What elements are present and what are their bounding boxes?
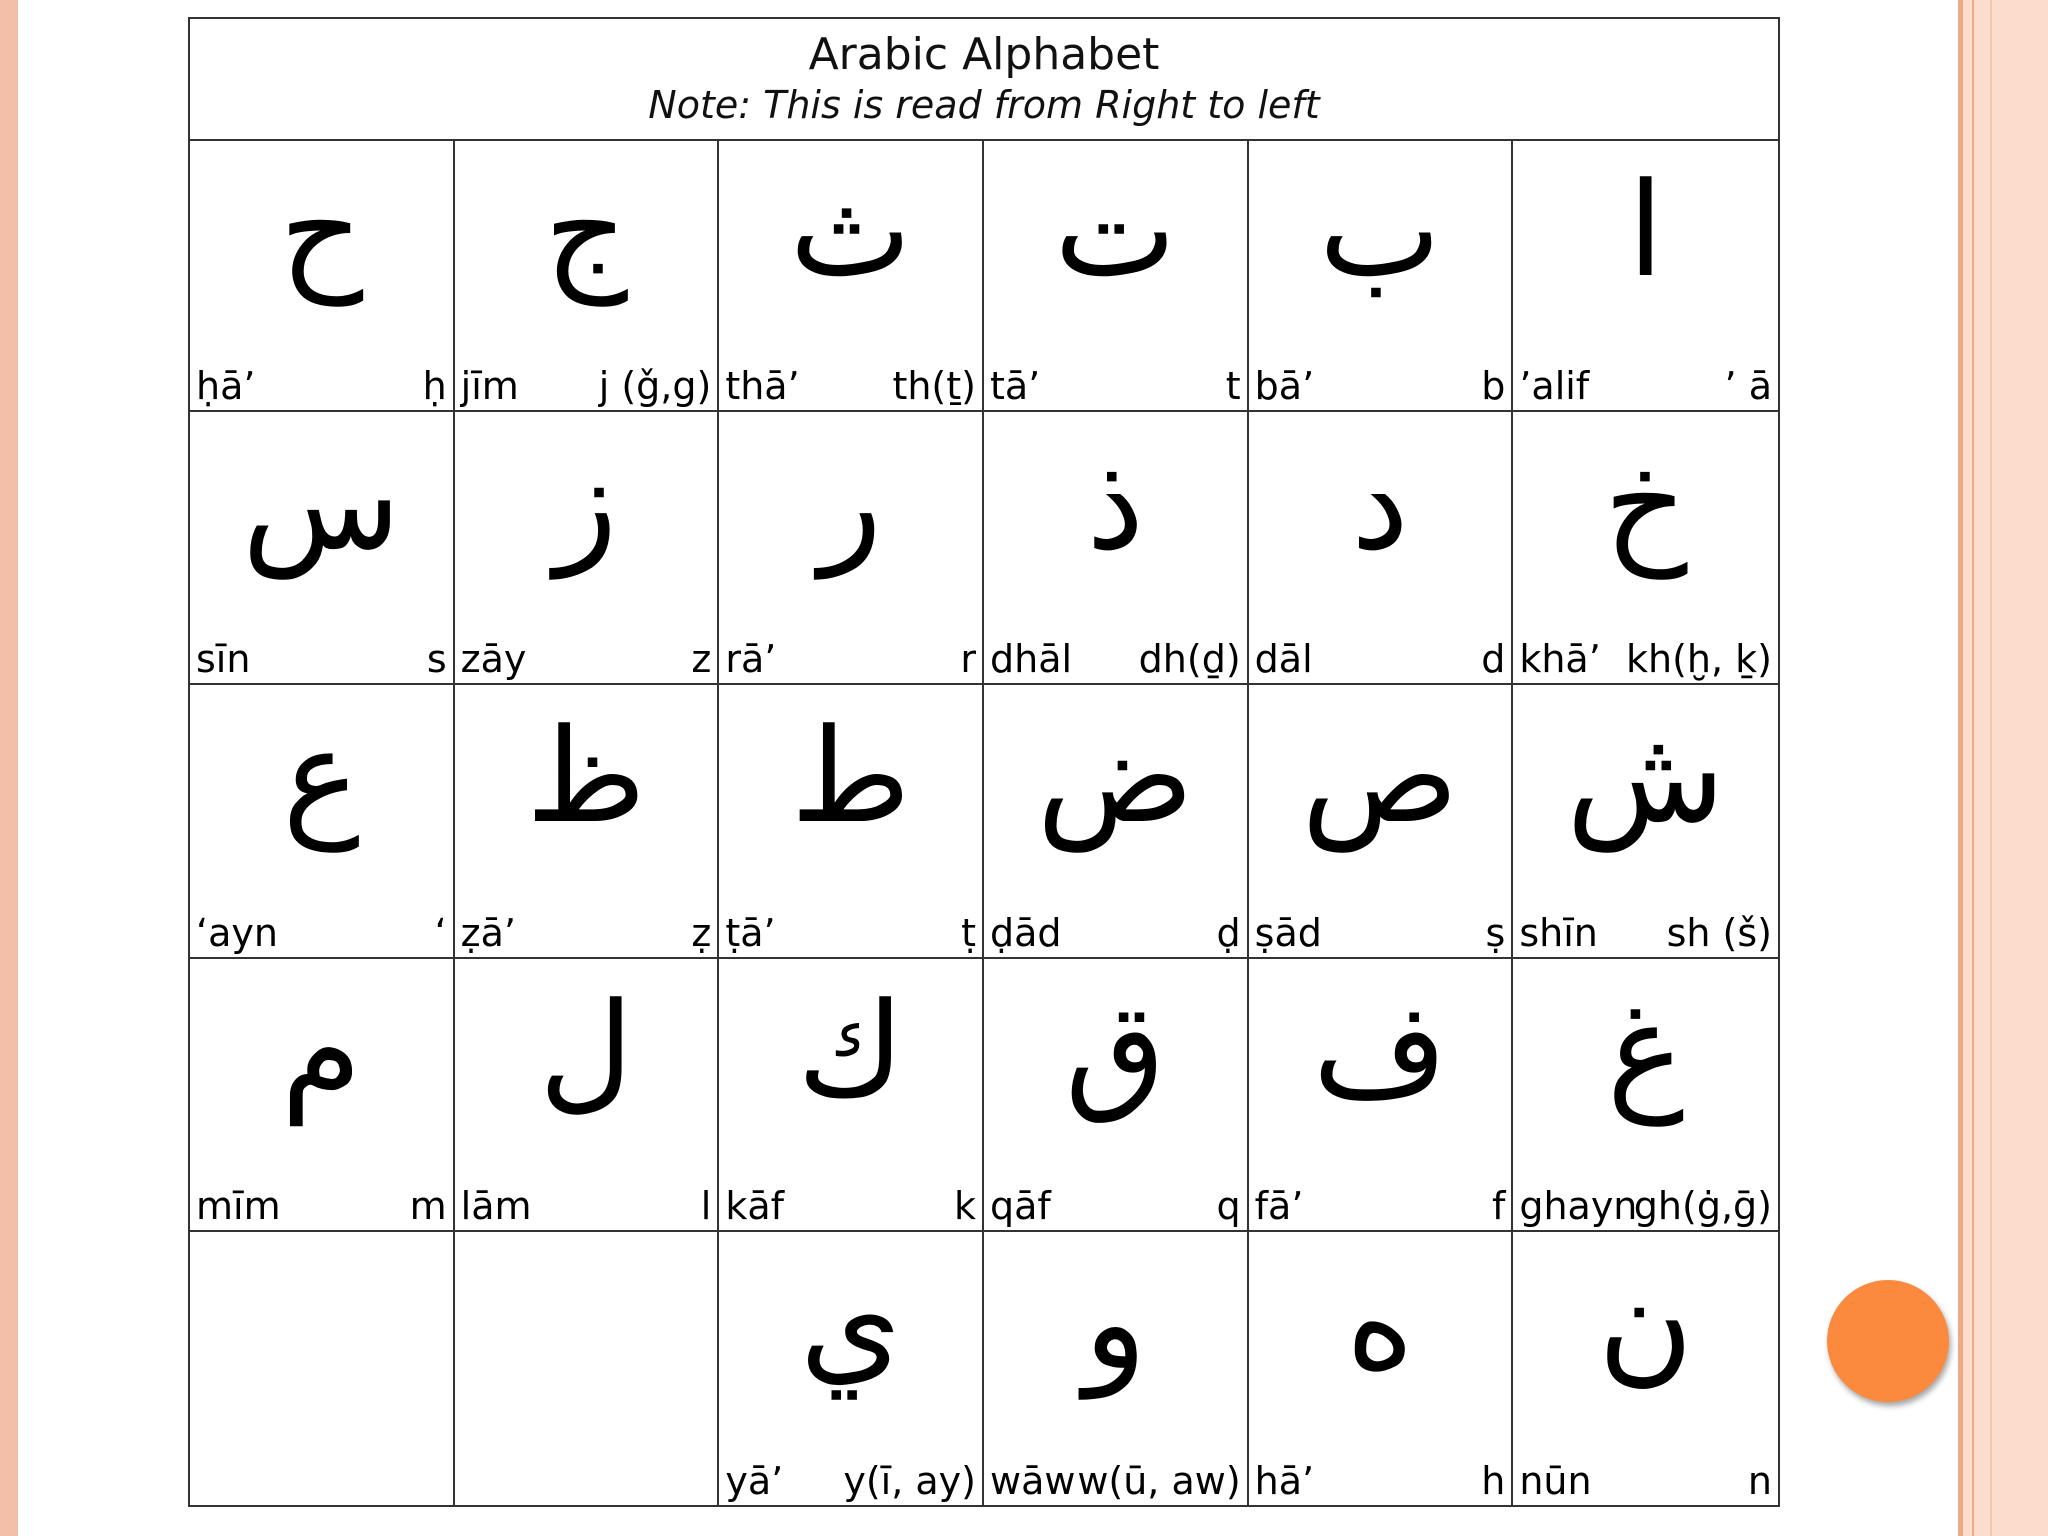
letter-transliteration: ḍ	[1216, 910, 1241, 955]
letter-name: fāʼ	[1254, 1183, 1304, 1228]
letter-name: khāʼ	[1519, 637, 1601, 682]
letter-name: shīn	[1519, 910, 1598, 955]
letter-grid	[190, 139, 1778, 1505]
letter-cell	[190, 412, 455, 685]
letter-cell	[455, 139, 720, 412]
letter-name: zāy	[460, 637, 527, 682]
letter-transliteration: m	[409, 1183, 447, 1228]
arabic-letter: ض	[1036, 700, 1194, 853]
letter-cell	[719, 1232, 984, 1505]
table-title: Arabic Alphabet	[808, 29, 1160, 80]
arabic-letter: ط	[790, 700, 911, 853]
table-header	[190, 19, 1778, 141]
arabic-letter: ق	[1064, 973, 1166, 1126]
letter-transliteration: k	[953, 1183, 976, 1228]
arabic-letter: م	[281, 973, 362, 1126]
letter-name: tāʼ	[989, 364, 1041, 409]
letter-name: sīn	[196, 637, 251, 682]
slide-right-line	[1990, 0, 1992, 1536]
letter-name: yāʼ	[725, 1459, 784, 1503]
letter-transliteration: ʼ ā	[1724, 364, 1772, 409]
letter-cell	[719, 412, 984, 685]
slide-right-line	[1972, 0, 1974, 1536]
letter-transliteration: f	[1491, 1183, 1506, 1228]
arabic-letter: ل	[538, 973, 634, 1126]
letter-transliteration: t	[1225, 364, 1241, 409]
arabic-letter: خ	[1603, 427, 1688, 580]
letter-cell	[1513, 959, 1778, 1232]
arabic-letter: د	[1351, 427, 1409, 580]
letter-name: ḍād	[989, 910, 1062, 955]
letter-cell	[190, 1232, 455, 1505]
letter-cell	[1249, 139, 1514, 412]
letter-transliteration: sh (š)	[1666, 910, 1772, 955]
letter-cell	[984, 412, 1249, 685]
letter-cell	[190, 139, 455, 412]
letter-name: ḥāʼ	[196, 364, 256, 409]
letter-transliteration: ṭ	[961, 910, 976, 955]
slide-right-line	[1958, 0, 1963, 1536]
arabic-letter: غ	[1606, 973, 1685, 1126]
letter-transliteration: q	[1216, 1183, 1241, 1228]
arabic-letter: ح	[279, 154, 364, 306]
letter-transliteration: b	[1481, 364, 1506, 409]
letter-cell	[984, 1232, 1249, 1505]
arabic-letter: ت	[1054, 154, 1177, 306]
letter-cell	[1513, 139, 1778, 412]
letter-cell	[984, 685, 1249, 958]
arabic-letter: ي	[799, 1246, 902, 1399]
letter-transliteration: r	[960, 637, 976, 682]
letter-cell	[1249, 1232, 1514, 1505]
arabic-letter: ع	[282, 700, 361, 853]
letter-cell	[719, 959, 984, 1232]
letter-cell	[719, 139, 984, 412]
letter-transliteration: s	[426, 637, 447, 682]
letter-name: ʼalif	[1519, 364, 1590, 409]
slide-left-stripe	[0, 0, 18, 1536]
letter-cell	[984, 139, 1249, 412]
letter-name: kāf	[725, 1183, 784, 1228]
letter-name: ṭāʼ	[725, 910, 776, 955]
letter-transliteration: n	[1747, 1459, 1772, 1503]
letter-name: ṣād	[1254, 910, 1322, 955]
arabic-letter: ذ	[1086, 427, 1145, 580]
letter-name: rāʼ	[725, 637, 777, 682]
letter-name: thāʼ	[725, 364, 800, 409]
letter-name: dhāl	[989, 637, 1073, 682]
arabic-letter: ه	[1345, 1246, 1415, 1399]
letter-cell	[190, 959, 455, 1232]
letter-cell	[984, 959, 1249, 1232]
letter-cell	[1513, 412, 1778, 685]
letter-transliteration: ḥ	[422, 364, 447, 409]
letter-cell	[1513, 685, 1778, 958]
arabic-letter: ن	[1597, 1246, 1694, 1399]
letter-cell	[455, 959, 720, 1232]
letter-transliteration: z	[691, 637, 712, 682]
letter-cell	[455, 685, 720, 958]
letter-name: jīm	[460, 364, 519, 409]
arabic-letter: ص	[1301, 700, 1459, 853]
letter-transliteration: w(ū, aw)	[1077, 1459, 1241, 1503]
letter-cell	[455, 1232, 720, 1505]
letter-name: dāl	[1254, 637, 1313, 682]
arabic-letter: س	[241, 427, 401, 580]
letter-transliteration: ʻ	[434, 910, 447, 955]
letter-transliteration: kh(ḫ, ḵ)	[1625, 637, 1772, 682]
letter-name: bāʼ	[1254, 364, 1315, 409]
arabic-letter: ش	[1566, 700, 1725, 853]
arabic-letter: ف	[1312, 973, 1448, 1126]
letter-cell	[1249, 959, 1514, 1232]
letter-transliteration: ẓ	[691, 910, 712, 955]
letter-transliteration: gh(ġ,ḡ)	[1633, 1183, 1772, 1228]
letter-cell	[190, 685, 455, 958]
letter-cell	[719, 685, 984, 958]
letter-name: nūn	[1519, 1459, 1592, 1503]
letter-transliteration: dh(ḏ)	[1138, 637, 1241, 682]
arabic-letter: ظ	[525, 700, 647, 853]
letter-transliteration: h	[1481, 1459, 1506, 1503]
arabic-letter: ك	[797, 973, 905, 1126]
arabic-letter: ر	[819, 427, 883, 580]
letter-cell	[455, 412, 720, 685]
letter-transliteration: d	[1481, 637, 1506, 682]
arabic-letter: ج	[544, 154, 628, 306]
letter-transliteration: th(ṯ)	[892, 364, 976, 409]
orange-circle-decoration	[1827, 1280, 1949, 1402]
letter-name: wāw	[989, 1459, 1076, 1503]
arabic-letter: ز	[554, 427, 618, 580]
letter-transliteration: y(ī, ay)	[843, 1459, 976, 1503]
letter-name: hāʼ	[1254, 1459, 1315, 1503]
letter-transliteration: ṣ	[1485, 910, 1506, 955]
letter-cell	[1249, 412, 1514, 685]
arabic-letter: ب	[1318, 154, 1442, 306]
letter-cell	[1249, 685, 1514, 958]
letter-name: ʻayn	[196, 910, 278, 955]
table-subtitle: Note: This is read from Right to left	[648, 83, 1320, 127]
alphabet-table	[188, 17, 1780, 1507]
letter-name: ẓāʼ	[460, 910, 516, 955]
arabic-letter: ا	[1627, 154, 1664, 306]
letter-cell	[1513, 1232, 1778, 1505]
letter-transliteration: l	[700, 1183, 712, 1228]
arabic-letter: ث	[789, 154, 912, 306]
letter-name: lām	[460, 1183, 532, 1228]
letter-transliteration: j (ǧ,g)	[598, 364, 712, 409]
letter-name: qāf	[989, 1183, 1051, 1228]
arabic-letter: و	[1083, 1246, 1147, 1399]
letter-name: mīm	[196, 1183, 281, 1228]
letter-name: ghayn	[1519, 1183, 1638, 1228]
